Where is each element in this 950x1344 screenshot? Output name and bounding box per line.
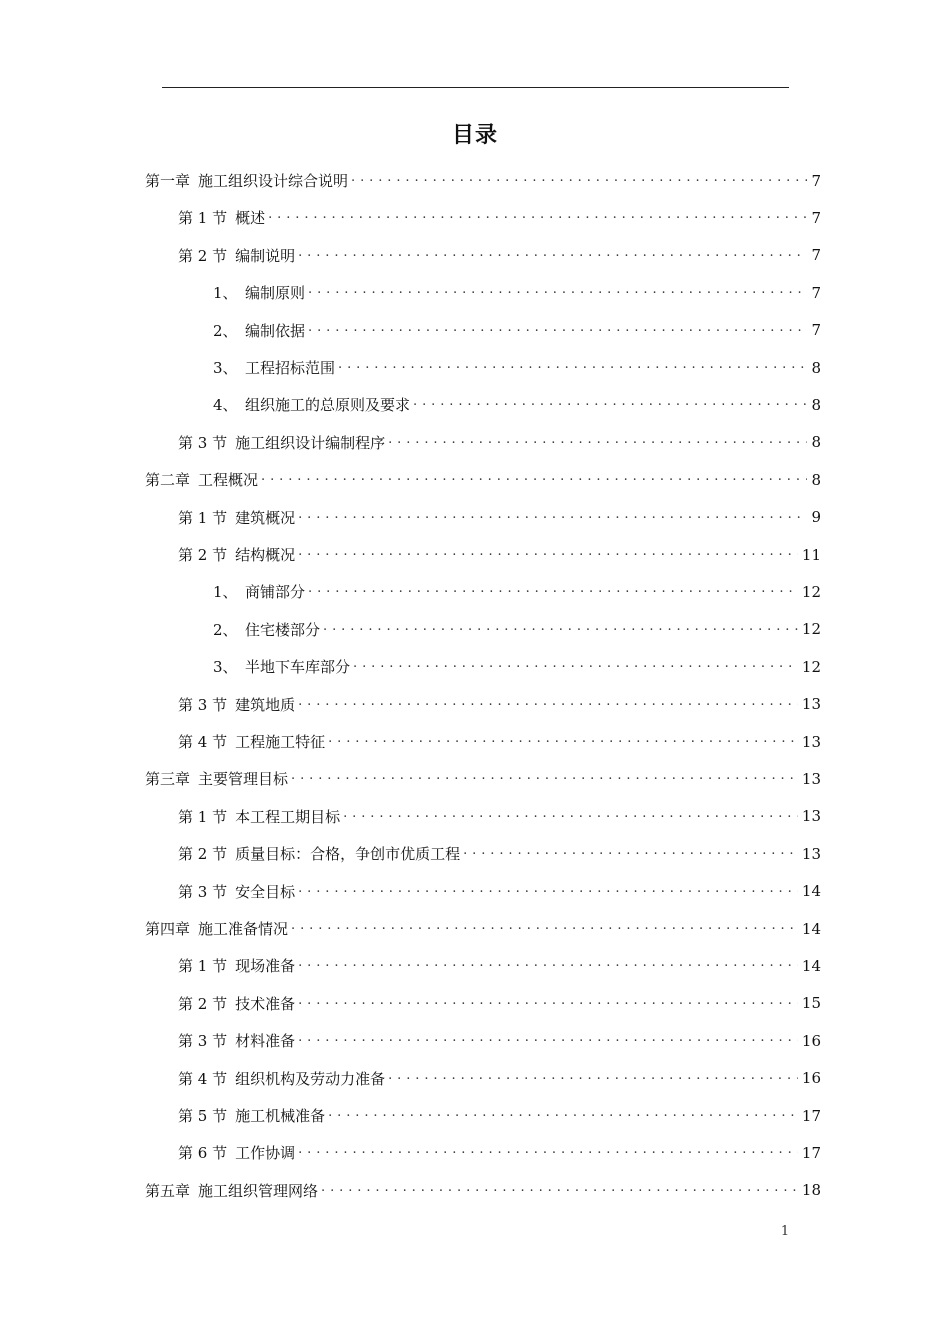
dot-leader xyxy=(298,996,798,1011)
toc-entry-label: 组织机构及劳动力准备 xyxy=(235,1069,386,1088)
toc-entry-number: 第 1 节 xyxy=(178,957,228,976)
toc-entry[interactable] xyxy=(178,237,821,274)
toc-entry-label: 商铺部分 xyxy=(245,583,306,602)
toc-entry-number: 第 4 节 xyxy=(178,733,228,751)
dot-leader xyxy=(261,472,807,487)
toc-entry-page: 16 xyxy=(801,1069,821,1088)
toc-entry[interactable] xyxy=(178,424,821,461)
toc-entry[interactable] xyxy=(178,1022,821,1059)
dot-leader xyxy=(298,1033,798,1048)
header-rule xyxy=(162,87,789,88)
toc-entry-number: 1、 xyxy=(213,583,238,602)
dot-leader xyxy=(308,285,807,300)
toc-entry-page: 14 xyxy=(801,919,821,938)
toc-entry-page: 9 xyxy=(811,508,821,527)
toc-entry-label: 工作协调 xyxy=(235,1144,296,1163)
dot-leader xyxy=(291,921,798,936)
toc-entry-label: 半地下车库部分 xyxy=(245,658,351,677)
toc-entry[interactable] xyxy=(178,686,821,723)
toc-entry[interactable] xyxy=(178,499,821,536)
dot-leader xyxy=(343,809,798,824)
dot-leader xyxy=(321,1183,798,1198)
toc-title: 目录 xyxy=(451,123,498,148)
toc-entry[interactable] xyxy=(178,723,821,760)
toc-entry[interactable] xyxy=(213,386,821,423)
toc-entry-number: 第 2 节 xyxy=(178,546,228,564)
toc-entry-page: 13 xyxy=(801,807,821,826)
toc-entry[interactable] xyxy=(178,985,821,1022)
toc-entry-number: 第 4 节 xyxy=(178,1069,228,1088)
dot-leader xyxy=(298,547,798,562)
toc-entry-page: 12 xyxy=(801,657,821,676)
toc-entry-label: 施工准备情况 xyxy=(198,920,289,938)
dot-leader xyxy=(298,248,807,263)
toc-entry[interactable] xyxy=(213,648,821,685)
toc-entry[interactable] xyxy=(213,611,821,648)
dot-leader xyxy=(353,659,798,674)
dot-leader xyxy=(388,1071,798,1086)
toc-entry[interactable] xyxy=(178,536,821,573)
toc-entry[interactable] xyxy=(178,798,821,835)
dot-leader xyxy=(298,510,807,525)
toc-entry[interactable] xyxy=(178,1097,821,1134)
toc-entry-page: 14 xyxy=(801,882,821,901)
toc-entry-label: 施工组织设计综合说明 xyxy=(198,172,349,190)
toc-entry-number: 第 3 节 xyxy=(178,433,228,452)
dot-leader xyxy=(351,173,807,188)
toc-entry-label: 工程招标范围 xyxy=(245,359,336,377)
toc-entry-label: 技术准备 xyxy=(235,994,296,1013)
toc-entry-page: 11 xyxy=(801,545,821,564)
toc-entry-page: 14 xyxy=(801,956,821,975)
toc-entry[interactable] xyxy=(178,1060,821,1097)
toc-entry-label: 本工程工期目标 xyxy=(235,807,341,826)
toc-entry-page: 7 xyxy=(811,283,821,302)
dot-leader xyxy=(268,210,807,225)
toc-entry-page: 8 xyxy=(811,433,821,452)
toc-entry-number: 第 2 节 xyxy=(178,246,228,265)
dot-leader xyxy=(338,360,807,375)
toc-entry-label: 建筑概况 xyxy=(235,508,296,527)
dot-leader xyxy=(413,397,807,412)
toc-entry-number: 第二章 xyxy=(145,471,191,490)
toc-entry[interactable] xyxy=(213,573,821,610)
dot-leader xyxy=(388,435,807,450)
toc-entry[interactable] xyxy=(178,947,821,984)
toc-entry[interactable] xyxy=(145,910,821,947)
toc-entry-number: 第 3 节 xyxy=(178,695,228,714)
toc-entry-number: 第 2 节 xyxy=(178,845,228,864)
toc-entry-label: 工程概况 xyxy=(198,471,259,490)
toc-entry-page: 13 xyxy=(801,695,821,714)
toc-entry-number: 第 1 节 xyxy=(178,209,228,228)
dot-leader xyxy=(308,584,798,599)
toc-entry-number: 第 1 节 xyxy=(178,508,228,527)
toc-entry-label: 编制依据 xyxy=(245,321,306,340)
toc-entry-page: 17 xyxy=(801,1106,821,1125)
toc-entry-page: 8 xyxy=(811,470,821,489)
toc-entry[interactable] xyxy=(213,349,821,386)
toc-entry-label: 质量目标：合格，争创市优质工程 xyxy=(235,845,461,864)
toc-entry-label: 施工组织设计编制程序 xyxy=(235,433,386,452)
toc-entry-number: 第 2 节 xyxy=(178,994,228,1013)
toc-entry-page: 8 xyxy=(811,395,821,414)
toc-entry-label: 概述 xyxy=(235,209,266,228)
page-number: 1 xyxy=(780,1224,790,1239)
toc-entry[interactable] xyxy=(213,312,821,349)
toc-entry-number: 第 5 节 xyxy=(178,1107,228,1125)
toc-entry-page: 13 xyxy=(801,844,821,863)
toc-entry-number: 4、 xyxy=(213,396,238,415)
toc-entry-label: 组织施工的总原则及要求 xyxy=(245,396,411,415)
toc-entry-label: 安全目标 xyxy=(235,882,296,901)
toc-entry-label: 建筑地质 xyxy=(235,695,296,714)
toc-entry-label: 编制原则 xyxy=(245,284,306,303)
toc-entry[interactable] xyxy=(178,199,821,236)
toc-entry[interactable] xyxy=(145,1172,821,1209)
toc-entry-number: 第 1 节 xyxy=(178,807,228,826)
toc-entry-label: 结构概况 xyxy=(235,546,296,564)
toc-entry-number: 第 3 节 xyxy=(178,882,228,901)
toc-entry[interactable] xyxy=(145,162,821,199)
toc-entry[interactable] xyxy=(145,461,821,498)
toc-entry-label: 编制说明 xyxy=(235,246,296,265)
dot-leader xyxy=(298,697,798,712)
toc-entry-page: 15 xyxy=(801,994,821,1013)
toc-entry[interactable] xyxy=(145,760,821,797)
toc-entry-number: 第 3 节 xyxy=(178,1032,228,1051)
toc-entry-number: 3、 xyxy=(213,359,238,377)
dot-leader xyxy=(323,622,798,637)
toc-entry-page: 12 xyxy=(801,582,821,601)
dot-leader xyxy=(291,771,798,786)
toc-entry-label: 施工组织管理网络 xyxy=(198,1181,319,1200)
dot-leader xyxy=(328,1108,798,1123)
toc-entry-number: 第一章 xyxy=(145,172,191,190)
toc-entry[interactable] xyxy=(213,274,821,311)
dot-leader xyxy=(298,1145,798,1160)
dot-leader xyxy=(298,958,798,973)
toc-entry[interactable] xyxy=(178,1134,821,1171)
dot-leader xyxy=(308,323,807,338)
toc-entry-page: 8 xyxy=(811,358,821,377)
toc-entry-number: 第三章 xyxy=(145,770,191,789)
toc-entry-page: 17 xyxy=(801,1143,821,1162)
toc-entry-label: 施工机械准备 xyxy=(235,1107,326,1125)
toc-entry-label: 住宅楼部分 xyxy=(245,620,321,639)
toc-entry-label: 材料准备 xyxy=(235,1032,296,1051)
toc-entry-number: 2、 xyxy=(213,321,238,340)
toc-entry[interactable] xyxy=(178,873,821,910)
toc-entry-number: 2、 xyxy=(213,620,238,639)
dot-leader xyxy=(328,734,798,749)
dot-leader xyxy=(298,884,798,899)
toc-entry-label: 主要管理目标 xyxy=(198,770,289,789)
dot-leader xyxy=(463,846,798,861)
toc-entry-number: 第四章 xyxy=(145,920,191,938)
toc-entry-page: 7 xyxy=(811,171,821,190)
toc-entry-number: 第 6 节 xyxy=(178,1144,228,1163)
toc-entry-page: 13 xyxy=(801,769,821,788)
toc-entry-page: 18 xyxy=(801,1181,821,1200)
toc-entry-page: 16 xyxy=(801,1031,821,1050)
toc-entry-page: 7 xyxy=(811,246,821,265)
toc-entry-number: 3、 xyxy=(213,658,238,677)
toc-entry-label: 工程施工特征 xyxy=(235,733,326,751)
toc-entry-page: 13 xyxy=(801,732,821,751)
toc-entry-number: 第五章 xyxy=(145,1181,191,1200)
toc-entry-label: 现场准备 xyxy=(235,957,296,976)
toc-entry-page: 7 xyxy=(811,321,821,340)
toc-entry-number: 1、 xyxy=(213,284,238,303)
toc-entry-page: 7 xyxy=(811,208,821,227)
toc-entry[interactable] xyxy=(178,835,821,872)
toc-entry-page: 12 xyxy=(801,620,821,639)
